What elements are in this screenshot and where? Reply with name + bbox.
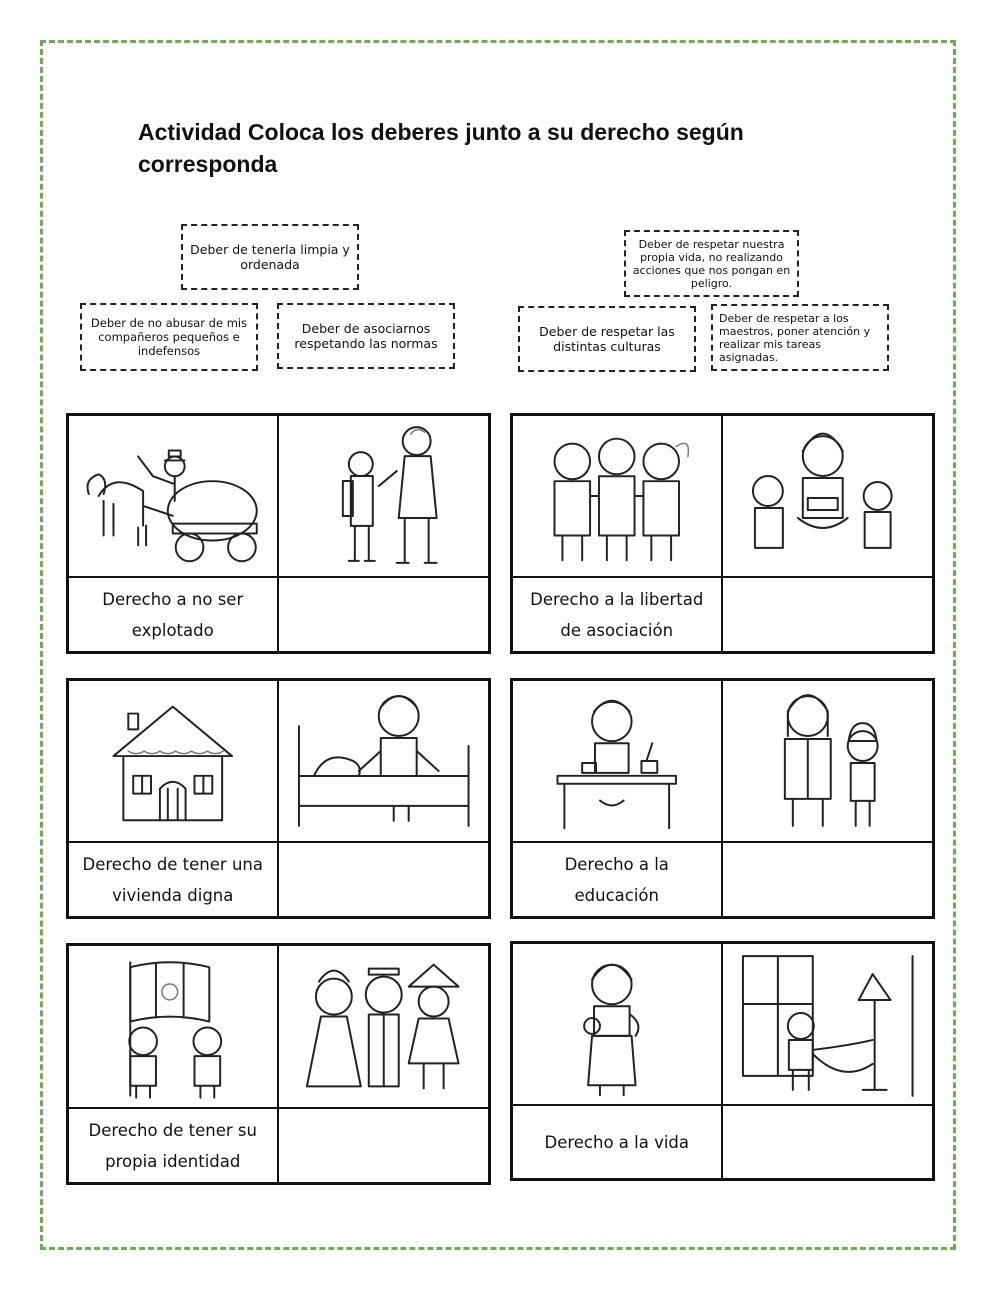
derecho-card-explotado xyxy=(66,413,491,654)
derecho-label-explotado: Derecho a no ser explotado xyxy=(69,578,279,651)
deber-card-limpia[interactable]: Deber de tenerla limpia y ordenada xyxy=(181,224,359,290)
illustration-teacher-with-children xyxy=(723,416,933,578)
illustration-adult-scolding-child xyxy=(279,416,489,578)
deber-card-asociarnos[interactable]: Deber de asociarnos respetando las normas xyxy=(277,303,455,369)
drop-zone-educacion[interactable] xyxy=(723,843,933,916)
illustration-children-traditional-clothes xyxy=(279,946,489,1109)
drop-zone-identidad[interactable] xyxy=(279,1109,489,1182)
illustration-child-making-bed xyxy=(279,681,489,843)
derecho-label-asociacion: Derecho a la libertad de asociación xyxy=(513,578,723,651)
derecho-card-identidad xyxy=(66,943,491,1185)
derecho-card-vida xyxy=(510,941,935,1181)
illustration-child-at-desk xyxy=(513,681,723,843)
derecho-card-asociacion xyxy=(510,413,935,654)
deber-card-maestros[interactable]: Deber de respetar a los maestros, poner atención y realizar mis tareas asignadas. xyxy=(711,304,889,371)
deber-card-culturas[interactable]: Deber de respetar las distintas culturas xyxy=(518,306,696,372)
activity-title: Actividad Coloca los deberes junto a su derecho según corresponda xyxy=(138,119,744,177)
derecho-label-vida: Derecho a la vida xyxy=(513,1106,723,1178)
drop-zone-asociacion[interactable] xyxy=(723,578,933,651)
illustration-cart-horse xyxy=(69,416,279,578)
drop-zone-vivienda[interactable] xyxy=(279,843,489,916)
illustration-adult-and-child xyxy=(723,681,933,843)
illustration-three-friends xyxy=(513,416,723,578)
derecho-card-vivienda xyxy=(66,678,491,919)
deber-card-no-abusar[interactable]: Deber de no abusar de mis compañeros pequeños e indefensos xyxy=(80,303,258,371)
derecho-label-educacion: Derecho a la educación xyxy=(513,843,723,916)
derecho-label-identidad: Derecho de tener su propia identidad xyxy=(69,1109,279,1182)
illustration-child-with-flower xyxy=(513,944,723,1106)
illustration-house xyxy=(69,681,279,843)
drop-zone-explotado[interactable] xyxy=(279,578,489,651)
illustration-children-with-flag xyxy=(69,946,279,1109)
drop-zone-vida[interactable] xyxy=(723,1106,933,1178)
illustration-child-with-lamp xyxy=(723,944,933,1106)
derecho-label-vivienda: Derecho de tener una vivienda digna xyxy=(69,843,279,916)
derecho-card-educacion xyxy=(510,678,935,919)
deber-card-propia-vida[interactable]: Deber de respetar nuestra propia vida, no realizando acciones que nos pongan en peligro. xyxy=(624,230,799,297)
